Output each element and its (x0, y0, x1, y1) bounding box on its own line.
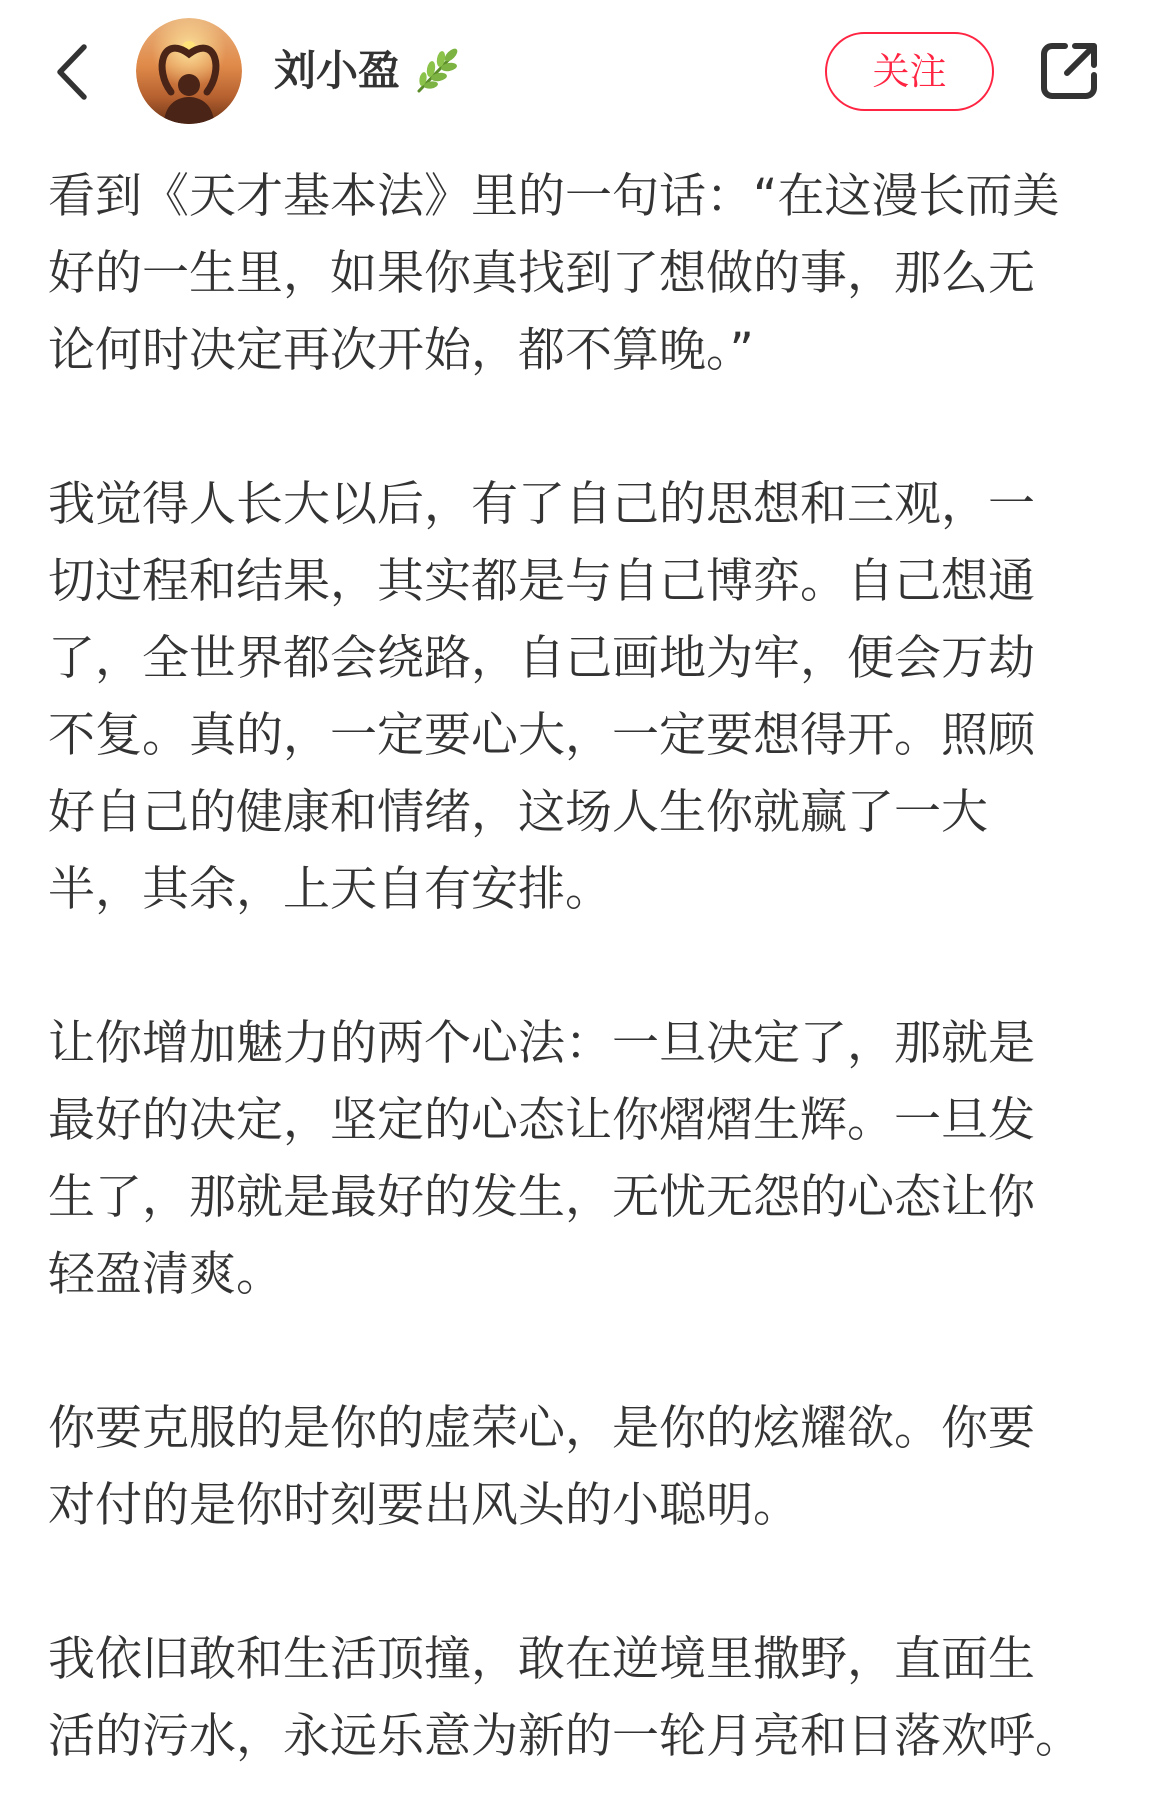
follow-button[interactable]: 关注 (825, 32, 994, 111)
text-line: 半，其余，上天自有安排。 (48, 862, 612, 917)
paragraph (48, 1621, 1158, 1775)
share-icon (1038, 40, 1100, 102)
post-body (48, 158, 1158, 1775)
text-line: 了，全世界都会绕路，自己画地为牢，便会万劫 (48, 631, 1035, 686)
text-line: 我依旧敢和生活顶撞，敢在逆境里撒野，直面生 (48, 1632, 1035, 1687)
paragraph (48, 1390, 1158, 1544)
text-line: 论何时决定再次开始，都不算晚。” (48, 323, 754, 378)
paragraph (48, 158, 1158, 389)
text-line: 你要克服的是你的虚荣心，是你的炫耀欲。你要 (48, 1401, 1035, 1456)
text-line: 轻盈清爽。 (48, 1247, 283, 1302)
text-line: 好自己的健康和情绪，这场人生你就赢了一大 (48, 785, 988, 840)
text-line: 让你增加魅力的两个心法：一旦决定了，那就是 (48, 1016, 1035, 1071)
text-line: 好的一生里，如果你真找到了想做的事，那么无 (48, 246, 1035, 301)
text-line: 切过程和结果，其实都是与自己博弈。自己想通 (48, 554, 1035, 609)
author-name[interactable]: 刘小盈 (274, 46, 401, 95)
text-line: 活的污水，永远乐意为新的一轮月亮和日落欢呼。 (48, 1709, 1082, 1764)
chevron-left-icon (54, 43, 90, 101)
avatar[interactable] (136, 18, 242, 124)
text-line: 不复。真的，一定要心大，一定要想得开。照顾 (48, 708, 1035, 763)
paragraph (48, 1005, 1158, 1313)
text-line: 我觉得人长大以后，有了自己的思想和三观，一 (48, 477, 1035, 532)
back-button[interactable] (52, 42, 92, 102)
share-button[interactable] (1038, 40, 1100, 102)
avatar-image (136, 18, 242, 124)
text-line: 最好的决定，坚定的心态让你熠熠生辉。一旦发 (48, 1093, 1035, 1148)
top-bar (0, 0, 1170, 142)
text-line: 生了，那就是最好的发生，无忧无怨的心态让你 (48, 1170, 1035, 1225)
text-line: 看到《天才基本法》里的一句话：“在这漫长而美 (48, 169, 1060, 224)
paragraph (48, 466, 1158, 928)
herb-icon (411, 45, 463, 97)
text-line: 对付的是你时刻要出风头的小聪明。 (48, 1478, 800, 1533)
